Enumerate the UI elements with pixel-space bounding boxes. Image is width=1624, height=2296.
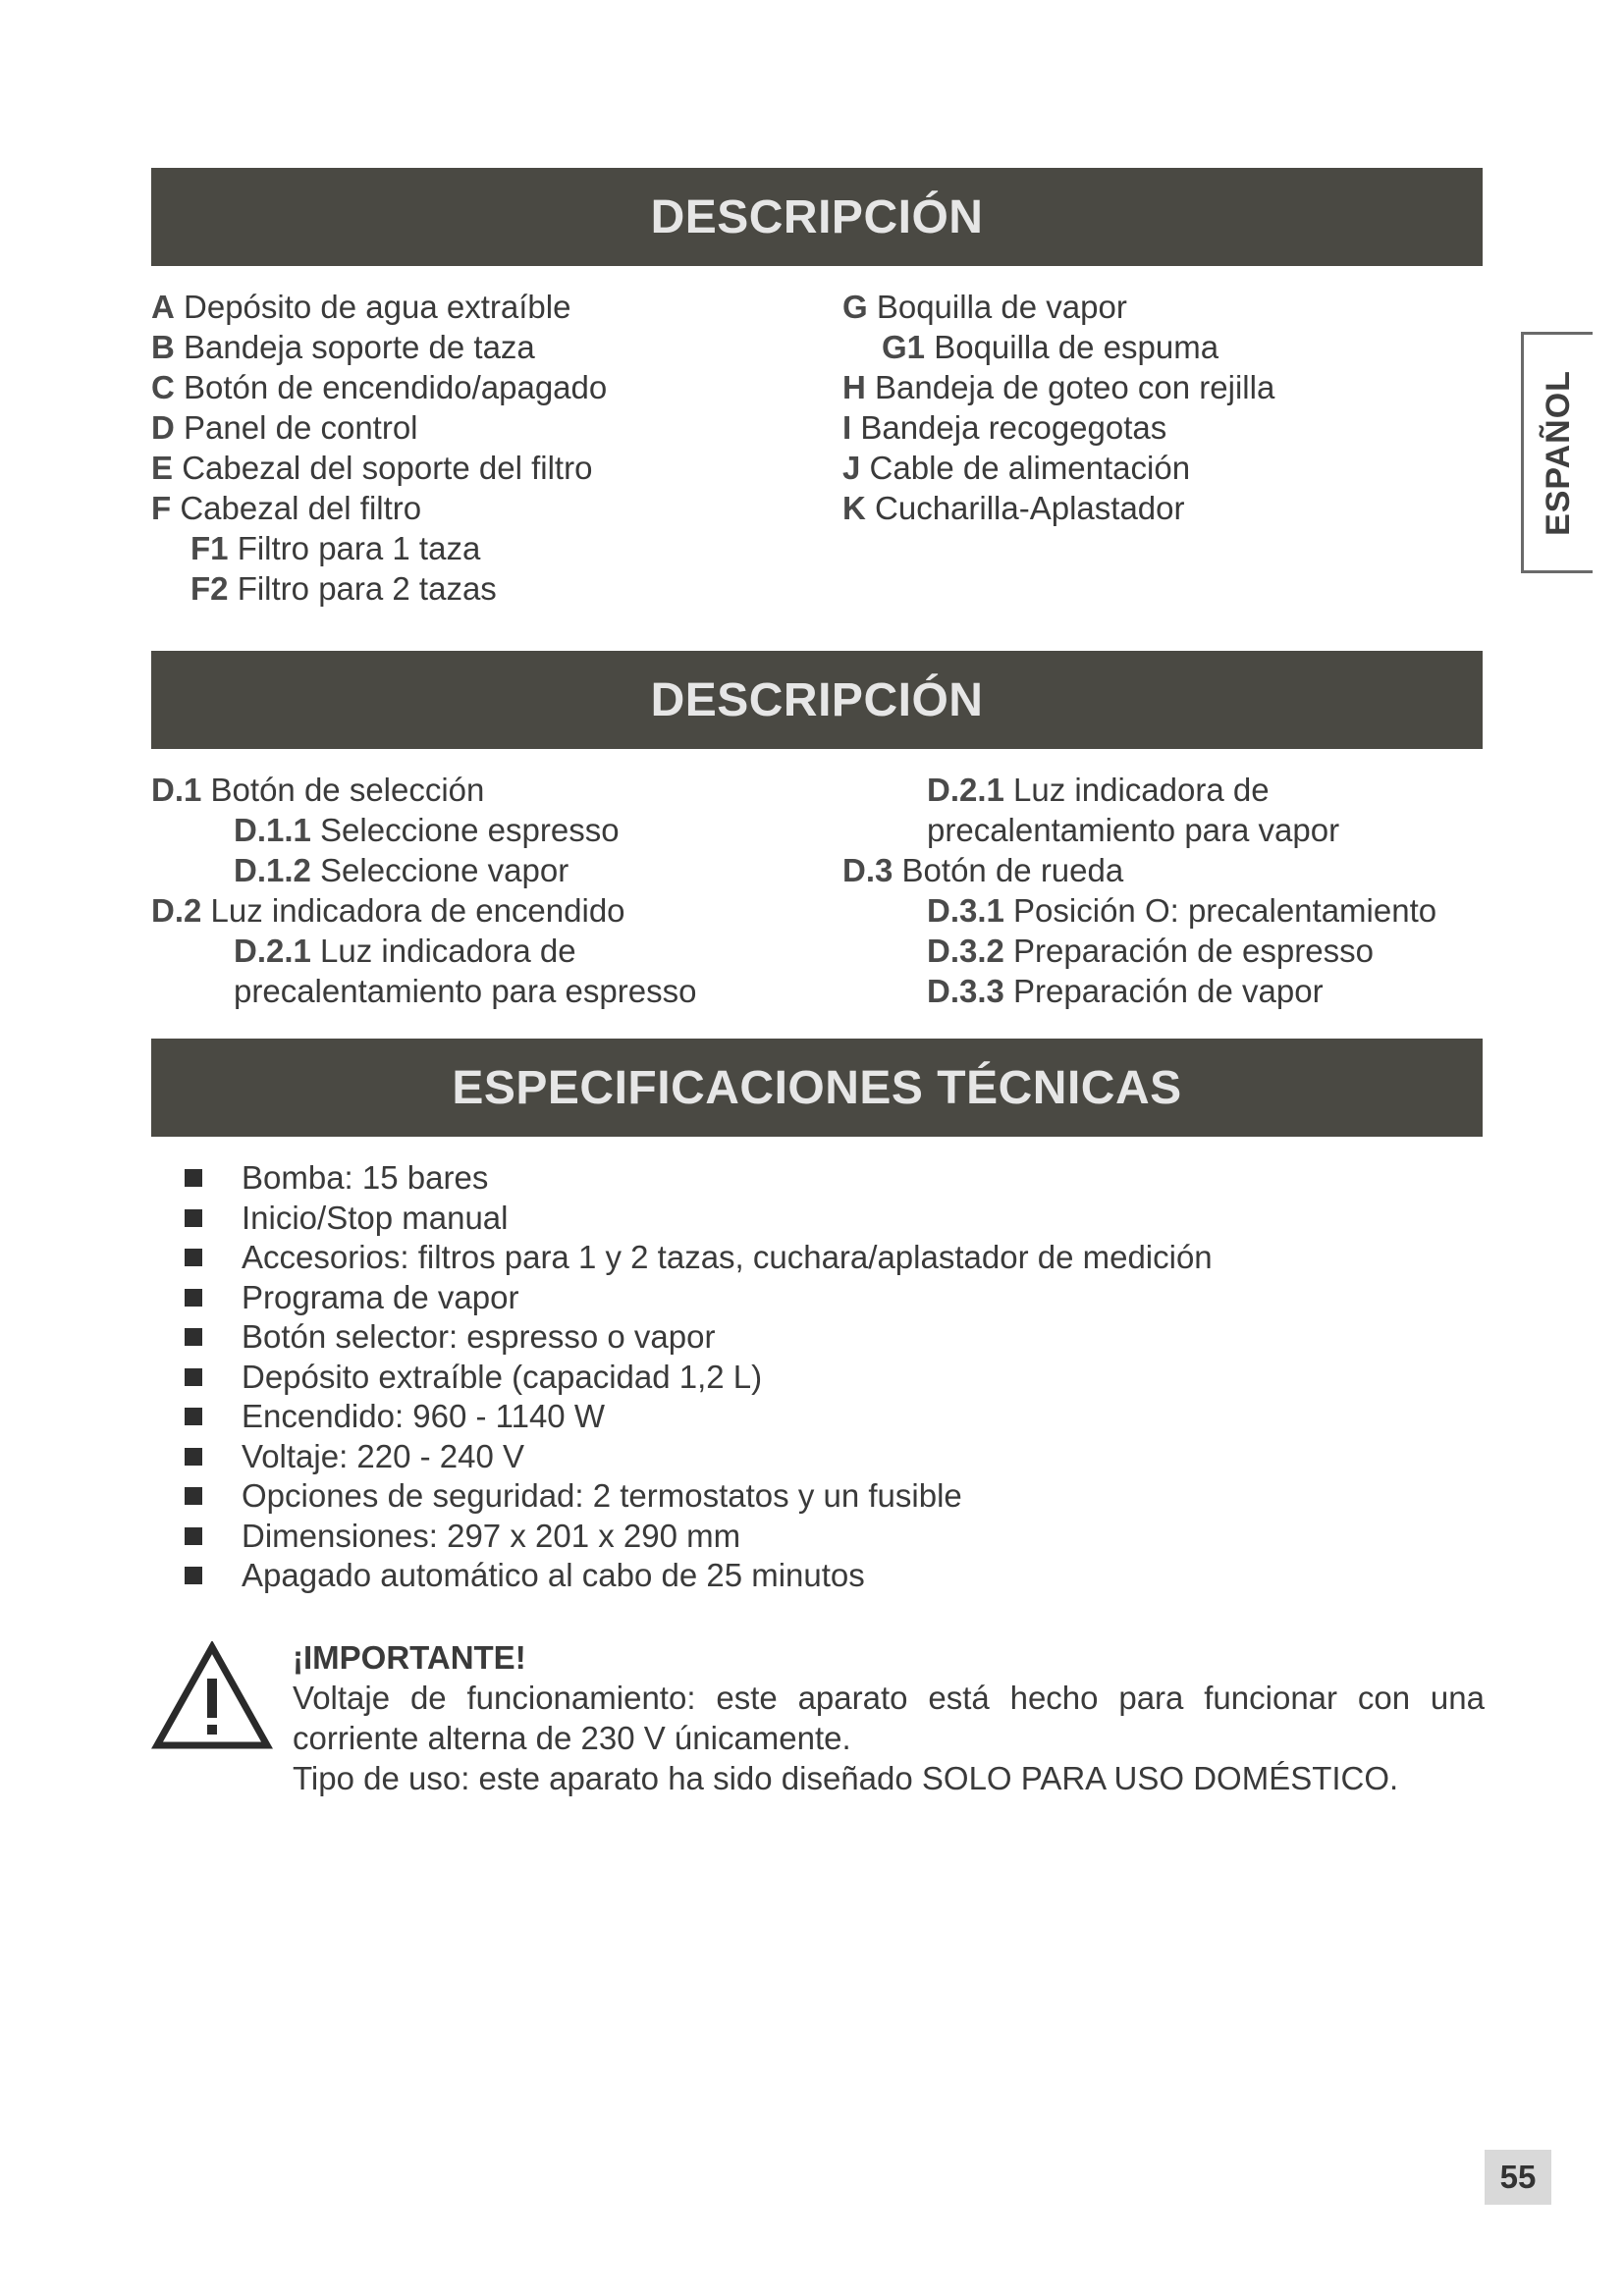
section-description-header bbox=[151, 168, 1483, 266]
square-bullet-icon bbox=[185, 1408, 202, 1425]
page-number: 55 bbox=[1485, 2150, 1551, 2205]
spec-item: Botón selector: espresso o vapor bbox=[185, 1317, 1213, 1358]
spec-item: Apagado automático al cabo de 25 minutos bbox=[185, 1556, 1213, 1596]
square-bullet-icon bbox=[185, 1169, 202, 1187]
spec-item: Encendido: 960 - 1140 W bbox=[185, 1397, 1213, 1437]
spec-item: Programa de vapor bbox=[185, 1278, 1213, 1318]
control-subitem-continuation: precalentamiento para espresso bbox=[234, 973, 697, 1009]
control-subitem: D.2.1 Luz indicadora de bbox=[234, 933, 576, 969]
important-line-2: corriente alterna de 230 V únicamente. bbox=[293, 1720, 851, 1756]
part-subitem: G1 Boquilla de espuma bbox=[882, 329, 1219, 365]
part-item: I Bandeja recogegotas bbox=[842, 409, 1167, 446]
part-item: F Cabezal del filtro bbox=[151, 490, 422, 526]
control-subitem: D.1.1 Seleccione espresso bbox=[234, 812, 620, 848]
square-bullet-icon bbox=[185, 1448, 202, 1466]
square-bullet-icon bbox=[185, 1527, 202, 1545]
control-subitem: D.1.2 Seleccione vapor bbox=[234, 852, 569, 888]
language-tab-label: ESPAÑOL bbox=[1539, 369, 1577, 536]
parts-list-right bbox=[842, 287, 1274, 528]
spec-item: Depósito extraíble (capacidad 1,2 L) bbox=[185, 1358, 1213, 1398]
section-control-panel-header bbox=[151, 651, 1483, 749]
spec-item: Inicio/Stop manual bbox=[185, 1199, 1213, 1239]
part-item: C Botón de encendido/apagado bbox=[151, 369, 608, 405]
important-title: ¡IMPORTANTE! bbox=[293, 1639, 526, 1676]
language-tab bbox=[1521, 332, 1593, 573]
square-bullet-icon bbox=[185, 1328, 202, 1346]
control-subitem: D.3.3 Preparación de vapor bbox=[927, 973, 1324, 1009]
spec-item: Opciones de seguridad: 2 termostatos y un fusible bbox=[185, 1476, 1213, 1517]
square-bullet-icon bbox=[185, 1289, 202, 1307]
part-item: E Cabezal del soporte del filtro bbox=[151, 450, 593, 486]
part-item: K Cucharilla-Aplastador bbox=[842, 490, 1185, 526]
section-specs-header bbox=[151, 1039, 1483, 1137]
part-item: A Depósito de agua extraíble bbox=[151, 289, 571, 325]
important-line-3: Tipo de uso: este aparato ha sido diseñado SOLO PARA USO DOMÉSTICO. bbox=[293, 1760, 1399, 1796]
warning-triangle-icon bbox=[151, 1641, 273, 1751]
square-bullet-icon bbox=[185, 1368, 202, 1386]
control-list-left bbox=[151, 770, 696, 1011]
square-bullet-icon bbox=[185, 1487, 202, 1505]
specs-list bbox=[185, 1158, 1213, 1596]
section-description-title: DESCRIPCIÓN bbox=[650, 190, 984, 243]
part-item: B Bandeja soporte de taza bbox=[151, 329, 535, 365]
section-control-panel-title: DESCRIPCIÓN bbox=[650, 673, 984, 726]
square-bullet-icon bbox=[185, 1249, 202, 1266]
control-item: D.1 Botón de selección bbox=[151, 772, 485, 808]
square-bullet-icon bbox=[185, 1209, 202, 1227]
part-item: J Cable de alimentación bbox=[842, 450, 1191, 486]
square-bullet-icon bbox=[185, 1567, 202, 1584]
part-item: D Panel de control bbox=[151, 409, 418, 446]
section-specs-title: ESPECIFICACIONES TÉCNICAS bbox=[452, 1061, 1182, 1114]
control-subitem: D.3.1 Posición O: precalentamiento bbox=[927, 892, 1437, 929]
part-item: H Bandeja de goteo con rejilla bbox=[842, 369, 1275, 405]
control-list-right bbox=[842, 770, 1436, 1011]
spec-item: Dimensiones: 297 x 201 x 290 mm bbox=[185, 1517, 1213, 1557]
part-subitem: F1 Filtro para 1 taza bbox=[190, 530, 481, 566]
parts-list-left bbox=[151, 287, 607, 609]
control-subitem-continuation: precalentamiento para vapor bbox=[927, 812, 1340, 848]
important-line-1: Voltaje de funcionamiento: este aparato está hecho para funcionar con una bbox=[293, 1680, 1485, 1716]
control-item: D.2 Luz indicadora de encendido bbox=[151, 892, 625, 929]
control-subitem: D.3.2 Preparación de espresso bbox=[927, 933, 1374, 969]
spec-item: Voltaje: 220 - 240 V bbox=[185, 1437, 1213, 1477]
control-item: D.3 Botón de rueda bbox=[842, 852, 1124, 888]
part-subitem: F2 Filtro para 2 tazas bbox=[190, 570, 497, 607]
spec-item: Accesorios: filtros para 1 y 2 tazas, cuchara/aplastador de medición bbox=[185, 1238, 1213, 1278]
important-notice bbox=[293, 1637, 1485, 1798]
part-item: G Boquilla de vapor bbox=[842, 289, 1127, 325]
control-subitem: D.2.1 Luz indicadora de bbox=[927, 772, 1270, 808]
spec-item: Bomba: 15 bares bbox=[185, 1158, 1213, 1199]
